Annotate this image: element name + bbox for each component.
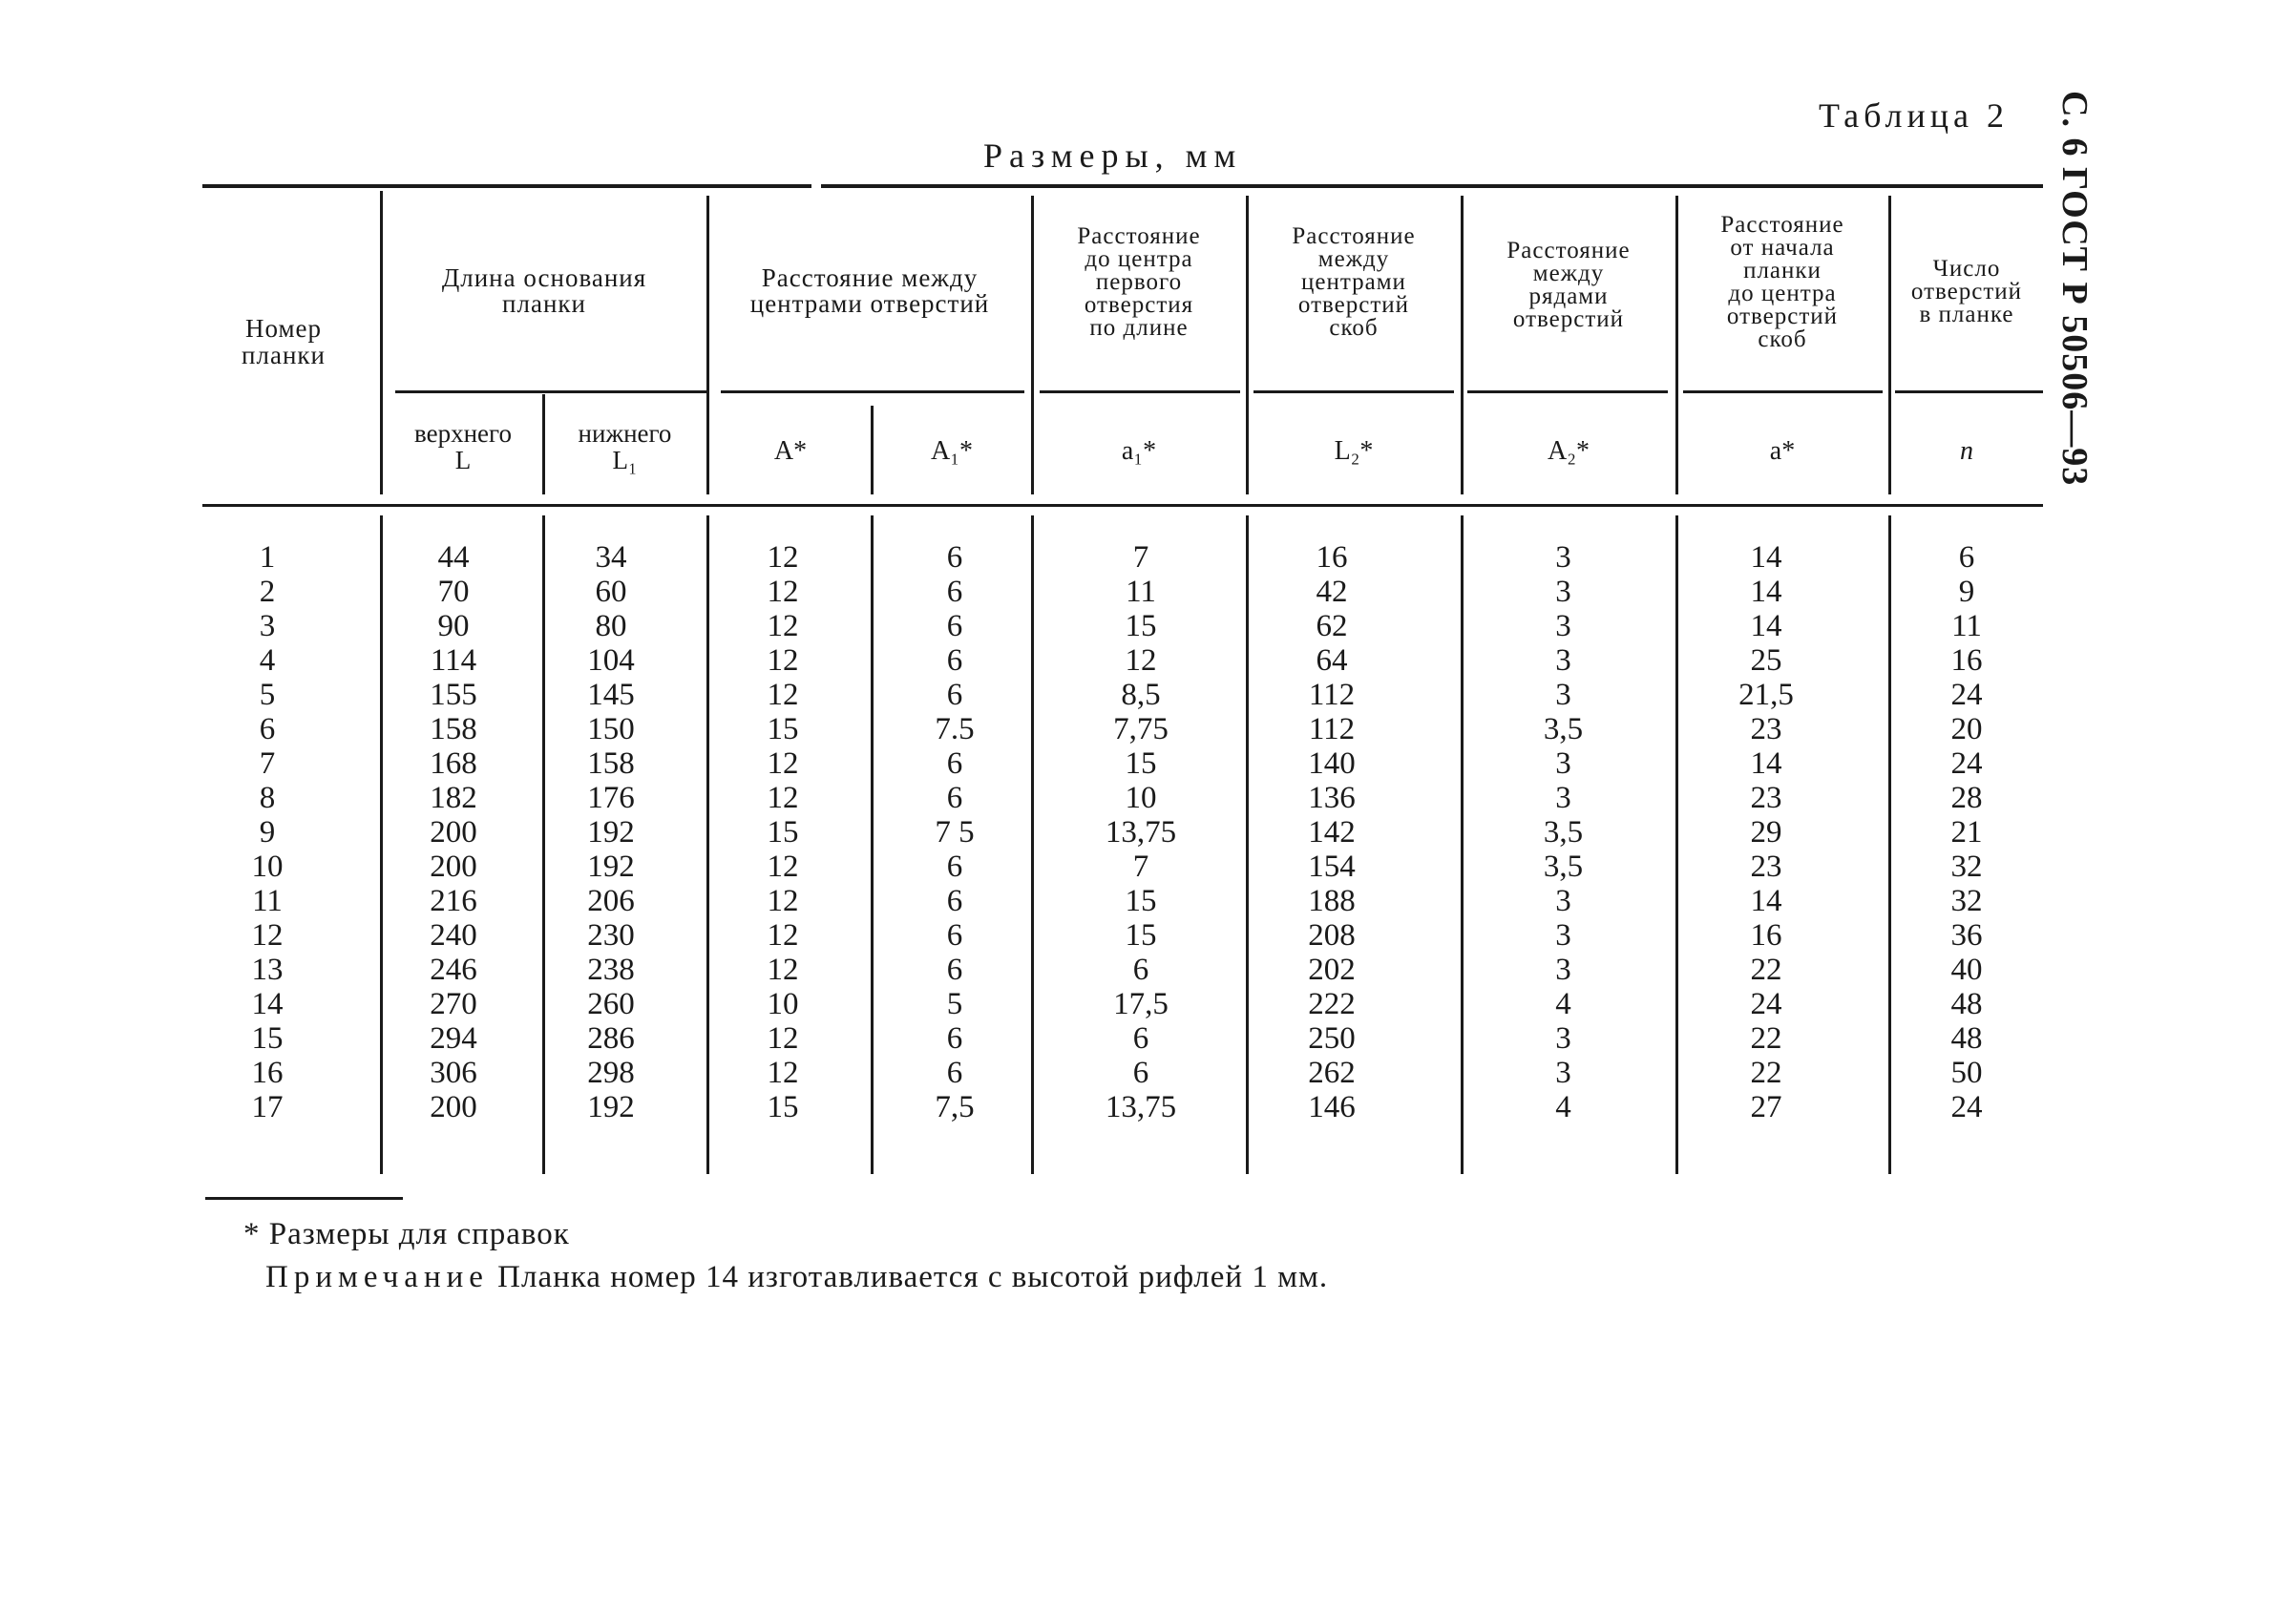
table-cell: 70 xyxy=(437,575,470,609)
header-vline-4 xyxy=(871,406,874,494)
table-cell: 112 xyxy=(1308,712,1356,746)
top-rule-right xyxy=(821,184,2043,188)
table-cell: 140 xyxy=(1308,746,1356,781)
table-cell: 7 xyxy=(259,746,276,781)
header-hole-count: Число отверстий в планке xyxy=(1910,256,2023,327)
table-cell: 27 xyxy=(1750,1090,1782,1124)
table-cell: 230 xyxy=(587,918,635,953)
table-cell: 90 xyxy=(437,609,470,643)
header-vline-7 xyxy=(1461,196,1464,494)
table-cell: 146 xyxy=(1308,1090,1356,1124)
column-A2 xyxy=(1518,540,1609,1124)
table-cell: 1 xyxy=(259,540,276,575)
top-rule-left xyxy=(202,184,811,188)
table-cell: 208 xyxy=(1308,918,1356,953)
column-n xyxy=(1919,540,2014,1124)
table-cell: 182 xyxy=(430,781,477,815)
table-cell: 12 xyxy=(767,953,799,987)
table-cell: 8 xyxy=(259,781,276,815)
footnote-asterisk: * Размеры для справок xyxy=(243,1217,570,1251)
table-cell: 9 xyxy=(1958,575,1975,609)
table-cell: 6 xyxy=(946,1056,963,1090)
table-cell: 7.5 xyxy=(935,712,975,746)
column-a1 xyxy=(1079,540,1203,1124)
table-cell: 25 xyxy=(1750,643,1782,678)
table-cell: 42 xyxy=(1316,575,1348,609)
table-cell: 246 xyxy=(430,953,477,987)
header-hole-A: A* xyxy=(773,436,808,466)
table-cell: 14 xyxy=(251,987,284,1021)
table-cell: 202 xyxy=(1308,953,1356,987)
table-cell: 12 xyxy=(767,746,799,781)
table-cell: 32 xyxy=(1950,850,1983,884)
table-cell: 32 xyxy=(1950,884,1983,918)
table-cell: 14 xyxy=(1750,575,1782,609)
table-cell: 7,5 xyxy=(935,1090,975,1124)
table-cell: 7,75 xyxy=(1113,712,1169,746)
table-cell: 12 xyxy=(767,1056,799,1090)
table-cell: 14 xyxy=(1750,609,1782,643)
table-cell: 222 xyxy=(1308,987,1356,1021)
table-cell: 22 xyxy=(1750,1021,1782,1056)
table-cell: 238 xyxy=(587,953,635,987)
table-cell: 6 xyxy=(946,746,963,781)
table-cell: 28 xyxy=(1950,781,1983,815)
header-vline-5 xyxy=(1031,196,1034,494)
table-cell: 12 xyxy=(767,678,799,712)
table-cell: 10 xyxy=(1125,781,1157,815)
table-cell: 13,75 xyxy=(1105,815,1177,850)
header-base-upper: верхнего L xyxy=(414,419,512,474)
table-cell: 298 xyxy=(587,1056,635,1090)
table-cell: 286 xyxy=(587,1021,635,1056)
table-cell: 6 xyxy=(1132,1021,1149,1056)
table-cell: 17 xyxy=(251,1090,284,1124)
table-cell: 168 xyxy=(430,746,477,781)
table-cell: 8,5 xyxy=(1121,678,1161,712)
table-cell: 13,75 xyxy=(1105,1090,1177,1124)
table-cell: 12 xyxy=(767,1021,799,1056)
table-cell: 150 xyxy=(587,712,635,746)
table-cell: 104 xyxy=(587,643,635,678)
note-text: Планка номер 14 изготавливается с высотой рифлей 1 мм. xyxy=(497,1260,1329,1294)
table-cell: 62 xyxy=(1316,609,1348,643)
body-vline-1 xyxy=(380,515,383,1174)
table-cell: 15 xyxy=(767,815,799,850)
table-label: Таблица 2 xyxy=(1819,96,2009,135)
table-cell: 15 xyxy=(1125,918,1157,953)
body-vline-4 xyxy=(871,515,874,1174)
table-cell: 14 xyxy=(1750,884,1782,918)
table-cell: 7 xyxy=(1132,540,1149,575)
table-cell: 15 xyxy=(767,1090,799,1124)
table-cell: 6 xyxy=(946,643,963,678)
table-cell: 24 xyxy=(1950,746,1983,781)
column-a xyxy=(1714,540,1819,1124)
table-cell: 4 xyxy=(259,643,276,678)
table-cell: 15 xyxy=(1125,609,1157,643)
table-cell: 40 xyxy=(1950,953,1983,987)
table-cell: 17,5 xyxy=(1113,987,1169,1021)
table-cell: 3 xyxy=(259,609,276,643)
table-cell: 11 xyxy=(1126,575,1156,609)
body-vline-2 xyxy=(542,515,545,1174)
table-cell: 6 xyxy=(946,884,963,918)
table-cell: 12 xyxy=(767,575,799,609)
table-cell: 12 xyxy=(1125,643,1157,678)
table-cell: 6 xyxy=(946,609,963,643)
table-cell: 3,5 xyxy=(1543,850,1584,884)
table-cell: 12 xyxy=(767,918,799,953)
header-hole-A1: A₁* xyxy=(931,436,973,466)
table-cell: 112 xyxy=(1308,678,1356,712)
side-header: С. 6 ГОСТ Р 50506—93 xyxy=(2054,91,2095,487)
table-cell: 10 xyxy=(251,850,284,884)
table-cell: 3 xyxy=(1555,746,1571,781)
header-start-distance: Расстояние от начала планки до центра отверстий скоб xyxy=(1720,212,1844,352)
table-cell: 3 xyxy=(1555,678,1571,712)
table-cell: 3 xyxy=(1555,781,1571,815)
header-vline-2 xyxy=(542,394,545,494)
header-sub-rule-2 xyxy=(721,390,1024,393)
table-cell: 12 xyxy=(767,850,799,884)
header-bracket-sym: L₂* xyxy=(1334,436,1374,466)
table-cell: 11 xyxy=(1951,609,1982,643)
table-cell: 16 xyxy=(1950,643,1983,678)
table-cell: 4 xyxy=(1555,1090,1571,1124)
header-count-sym: n xyxy=(1960,436,1973,466)
table-cell: 80 xyxy=(595,609,627,643)
table-cell: 145 xyxy=(587,678,635,712)
table-cell: 6 xyxy=(1132,953,1149,987)
header-sub-rule-3 xyxy=(1040,390,1240,393)
table-cell: 29 xyxy=(1750,815,1782,850)
table-cell: 6 xyxy=(259,712,276,746)
table-cell: 216 xyxy=(430,884,477,918)
header-bracket-distance: Расстояние между центрами отверстий скоб xyxy=(1292,223,1416,341)
table-cell: 7 xyxy=(1132,850,1149,884)
column-L2 xyxy=(1279,540,1384,1124)
table-cell: 200 xyxy=(430,815,477,850)
header-bottom-rule xyxy=(202,504,2043,507)
header-vline-1 xyxy=(380,191,383,494)
body-vline-6 xyxy=(1246,515,1249,1174)
table-cell: 21,5 xyxy=(1738,678,1794,712)
table-cell: 154 xyxy=(1308,850,1356,884)
body-vline-8 xyxy=(1675,515,1678,1174)
table-cell: 36 xyxy=(1950,918,1983,953)
table-cell: 22 xyxy=(1750,1056,1782,1090)
table-cell: 24 xyxy=(1750,987,1782,1021)
table-cell: 306 xyxy=(430,1056,477,1090)
table-cell: 15 xyxy=(767,712,799,746)
column-number xyxy=(229,540,305,1124)
table-cell: 20 xyxy=(1950,712,1983,746)
table-cell: 6 xyxy=(946,678,963,712)
table-cell: 262 xyxy=(1308,1056,1356,1090)
table-cell: 16 xyxy=(1750,918,1782,953)
table-cell: 23 xyxy=(1750,712,1782,746)
header-base-lower: нижнего L₁ xyxy=(578,419,672,474)
header-sub-rule-1 xyxy=(395,390,708,393)
table-cell: 21 xyxy=(1950,815,1983,850)
table-cell: 10 xyxy=(767,987,799,1021)
table-cell: 12 xyxy=(767,884,799,918)
header-vline-8 xyxy=(1675,196,1678,494)
table-cell: 6 xyxy=(1958,540,1975,575)
table-cell: 2 xyxy=(259,575,276,609)
table-cell: 14 xyxy=(1750,746,1782,781)
size-caption: Размеры, мм xyxy=(983,136,1243,175)
header-first-hole-sym: a₁* xyxy=(1121,436,1157,466)
table-cell: 158 xyxy=(430,712,477,746)
table-cell: 240 xyxy=(430,918,477,953)
table-cell: 16 xyxy=(1316,540,1348,575)
body-vline-3 xyxy=(706,515,709,1174)
header-row-sym: A₂* xyxy=(1548,436,1590,466)
table-cell: 64 xyxy=(1316,643,1348,678)
table-cell: 15 xyxy=(1125,884,1157,918)
table-cell: 12 xyxy=(767,540,799,575)
table-cell: 22 xyxy=(1750,953,1782,987)
table-cell: 12 xyxy=(767,609,799,643)
note-word: Примечание xyxy=(265,1260,489,1294)
table-cell: 12 xyxy=(251,918,284,953)
table-cell: 3 xyxy=(1555,540,1571,575)
table-cell: 44 xyxy=(437,540,470,575)
header-vline-3 xyxy=(706,196,709,494)
table-cell: 200 xyxy=(430,850,477,884)
header-row-distance: Расстояние между рядами отверстий xyxy=(1506,238,1631,332)
table-cell: 192 xyxy=(587,1090,635,1124)
table-cell: 11 xyxy=(252,884,283,918)
table-cell: 200 xyxy=(430,1090,477,1124)
table-cell: 24 xyxy=(1950,1090,1983,1124)
table-cell: 48 xyxy=(1950,1021,1983,1056)
table-cell: 12 xyxy=(767,643,799,678)
table-cell: 3 xyxy=(1555,884,1571,918)
header-base-length: Длина основания планки xyxy=(441,263,647,318)
table-cell: 23 xyxy=(1750,781,1782,815)
table-cell: 6 xyxy=(946,575,963,609)
table-cell: 50 xyxy=(1950,1056,1983,1090)
header-first-hole: Расстояние до центра первого отверстия по длине xyxy=(1077,223,1201,341)
table-cell: 9 xyxy=(259,815,276,850)
table-cell: 188 xyxy=(1308,884,1356,918)
table-cell: 60 xyxy=(595,575,627,609)
body-vline-5 xyxy=(1031,515,1034,1174)
column-A1 xyxy=(907,540,1002,1124)
header-sub-rule-6 xyxy=(1683,390,1883,393)
table-cell: 15 xyxy=(1125,746,1157,781)
table-cell: 12 xyxy=(767,781,799,815)
table-cell: 176 xyxy=(587,781,635,815)
table-cell: 3 xyxy=(1555,1056,1571,1090)
table-cell: 16 xyxy=(251,1056,284,1090)
table-cell: 142 xyxy=(1308,815,1356,850)
table-cell: 34 xyxy=(595,540,627,575)
column-A xyxy=(735,540,831,1124)
header-sub-rule-7 xyxy=(1895,390,2043,393)
table-cell: 136 xyxy=(1308,781,1356,815)
table-cell: 24 xyxy=(1950,678,1983,712)
table-cell: 6 xyxy=(946,781,963,815)
table-cell: 4 xyxy=(1555,987,1571,1021)
table-cell: 158 xyxy=(587,746,635,781)
header-start-sym: a* xyxy=(1769,436,1796,466)
table-cell: 294 xyxy=(430,1021,477,1056)
footnote-note xyxy=(265,1260,1328,1295)
header-number: Номер планки xyxy=(242,314,326,369)
body-vline-7 xyxy=(1461,515,1464,1174)
header-vline-6 xyxy=(1246,196,1249,494)
table-cell: 192 xyxy=(587,815,635,850)
table-cell: 48 xyxy=(1950,987,1983,1021)
table-cell: 13 xyxy=(251,953,284,987)
table-cell: 3,5 xyxy=(1543,815,1584,850)
table-cell: 15 xyxy=(251,1021,284,1056)
table-cell: 23 xyxy=(1750,850,1782,884)
table-cell: 3 xyxy=(1555,953,1571,987)
table-cell: 3,5 xyxy=(1543,712,1584,746)
table-cell: 3 xyxy=(1555,609,1571,643)
header-sub-rule-5 xyxy=(1467,390,1668,393)
column-upper-L xyxy=(401,540,506,1124)
header-hole-distance: Расстояние между центрами отверстий xyxy=(749,263,990,318)
table-cell: 270 xyxy=(430,987,477,1021)
table-cell: 3 xyxy=(1555,1021,1571,1056)
table-cell: 3 xyxy=(1555,575,1571,609)
table-cell: 7 5 xyxy=(935,815,975,850)
table-cell: 114 xyxy=(430,643,477,678)
header-vline-9 xyxy=(1888,196,1891,494)
table-cell: 6 xyxy=(946,540,963,575)
table-cell: 6 xyxy=(1132,1056,1149,1090)
table-cell: 206 xyxy=(587,884,635,918)
table-cell: 6 xyxy=(946,953,963,987)
table-cell: 3 xyxy=(1555,918,1571,953)
table-cell: 14 xyxy=(1750,540,1782,575)
column-lower-L1 xyxy=(558,540,664,1124)
table-cell: 5 xyxy=(946,987,963,1021)
table-cell: 155 xyxy=(430,678,477,712)
header-sub-rule-4 xyxy=(1253,390,1454,393)
body-vline-9 xyxy=(1888,515,1891,1174)
table-cell: 192 xyxy=(587,850,635,884)
table-cell: 260 xyxy=(587,987,635,1021)
table-cell: 6 xyxy=(946,1021,963,1056)
table-cell: 6 xyxy=(946,850,963,884)
table-cell: 250 xyxy=(1308,1021,1356,1056)
footnote-rule xyxy=(205,1197,403,1200)
table-cell: 3 xyxy=(1555,643,1571,678)
table-cell: 6 xyxy=(946,918,963,953)
table-cell: 5 xyxy=(259,678,276,712)
